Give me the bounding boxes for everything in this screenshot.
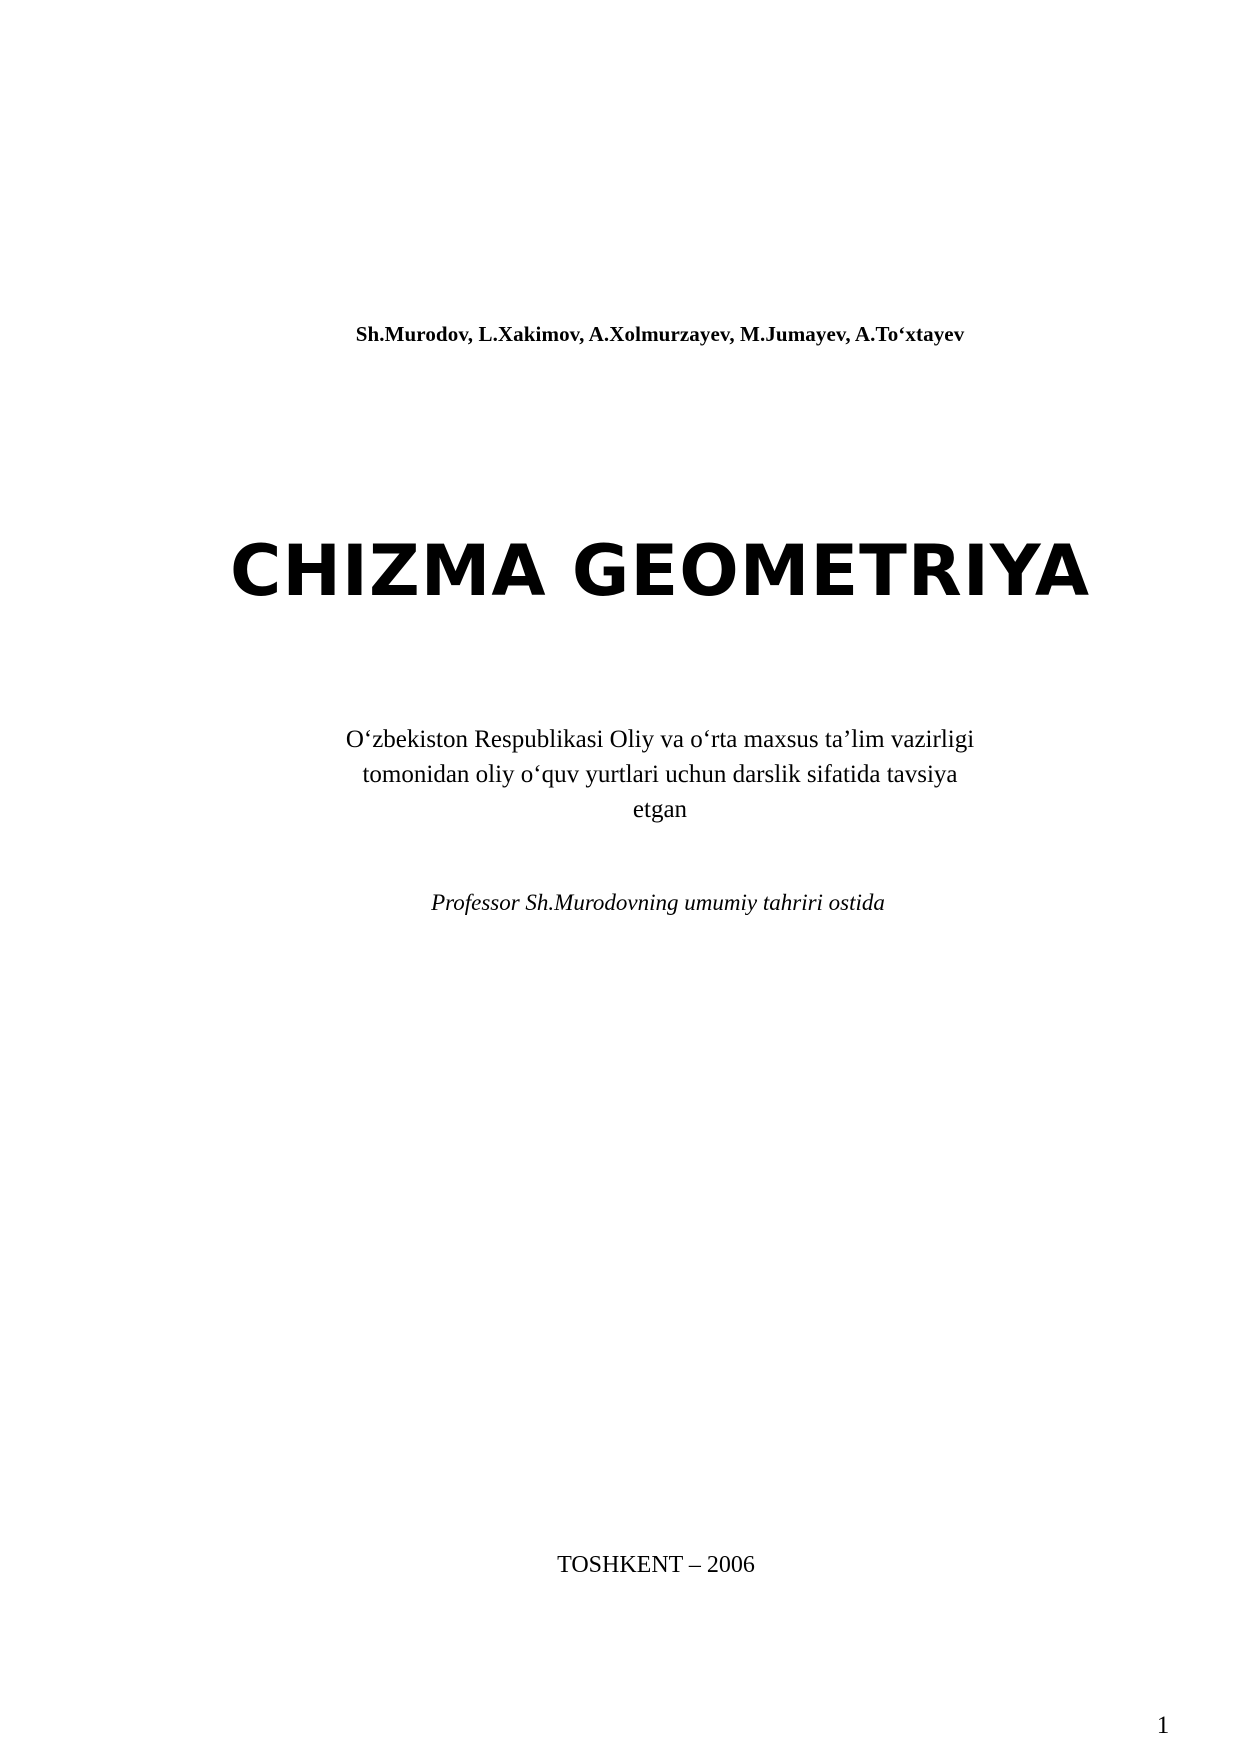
page-number: 1 — [1156, 1712, 1170, 1739]
approval-line-2: tomonidan oliy o‘quv yurtlari uchun darslik sifatida tavsiya — [362, 761, 958, 788]
approval-line-3: etgan — [632, 796, 688, 823]
editor-line: Professor Sh.Murodovning umumiy tahriri ostida — [431, 890, 885, 915]
place-and-year: TOSHKENT – 2006 — [557, 1552, 755, 1578]
approval-statement — [260, 722, 1060, 827]
book-title: CHIZMA GEOMETRIYA — [229, 530, 1091, 612]
authors-line: Sh.Murodov, L.Xakimov, A.Xolmurzayev, M.Jumayev, A.To‘xtayev — [355, 322, 965, 346]
approval-line-1: O‘zbekiston Respublikasi Oliy va o‘rta maxsus ta’lim vazirligi — [345, 726, 975, 753]
